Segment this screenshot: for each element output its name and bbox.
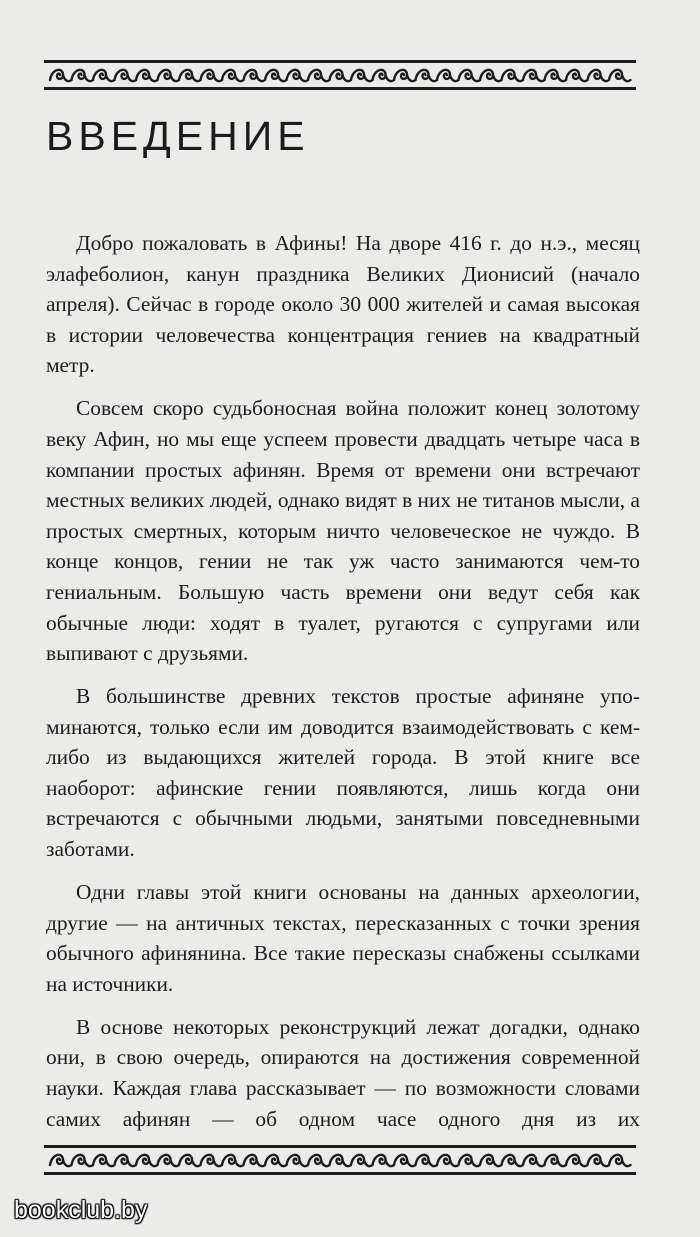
top-ornamental-border [44,58,636,92]
paragraph-1: Добро пожаловать в Афины! На дворе 416 г. до н.э., месяц элафеболион, канун праздника Великих Дионисий (начало апреля). Сейчас в городе около 30 000 жителей и самая высокая в истории человечества концентрация гениев на квадратный метр. [46,231,640,378]
paragraph-5: В основе некоторых реконструкций лежат догадки, однако они, в свою очередь, опираются на достижения современной науки. Каждая глава рассказывает — по возможности словами самих афинян — об одном часе одного дня из их [46,1014,640,1131]
paragraph-2: Совсем скоро судьбоносная война положит конец золотому веку Афин, но мы еще успеем провести двадцать четыре часа в компании простых афинян. Время от времени они встречают местных великих людей, однако видят в них не титанов мысли, а простых смертных, которым ничто человеческое не чуждо. В конце концов, гении не так уж часто занимаются чем-то гениальным. Большую часть времени они ведут себя как обычные люди: ходят в туалет, ругаются с супругами или выпивают с друзьями. [46,396,640,666]
paragraph-3: В большинстве древних текстов простые афиняне упоминаются, только если им доводится взаимодействовать с кем-либо из выдающихся жителей города. В этой книге все наоборот: афинские гении появляются, лишь когда они встречаются с обычными людьми, занятыми повседневными заботами. [46,684,640,862]
site-watermark: bookclub.by [14,1196,148,1224]
paragraph-4: Одни главы этой книги основаны на данных археологии, другие — на античных текстах, пересказанных с точки зрения обычного афинянина. Все такие пересказы снабжены ссылками на источники. [46,880,640,996]
bottom-ornamental-border [44,1143,636,1177]
body-text [46,228,640,1134]
chapter-title: ВВЕДЕНИЕ [46,113,310,159]
